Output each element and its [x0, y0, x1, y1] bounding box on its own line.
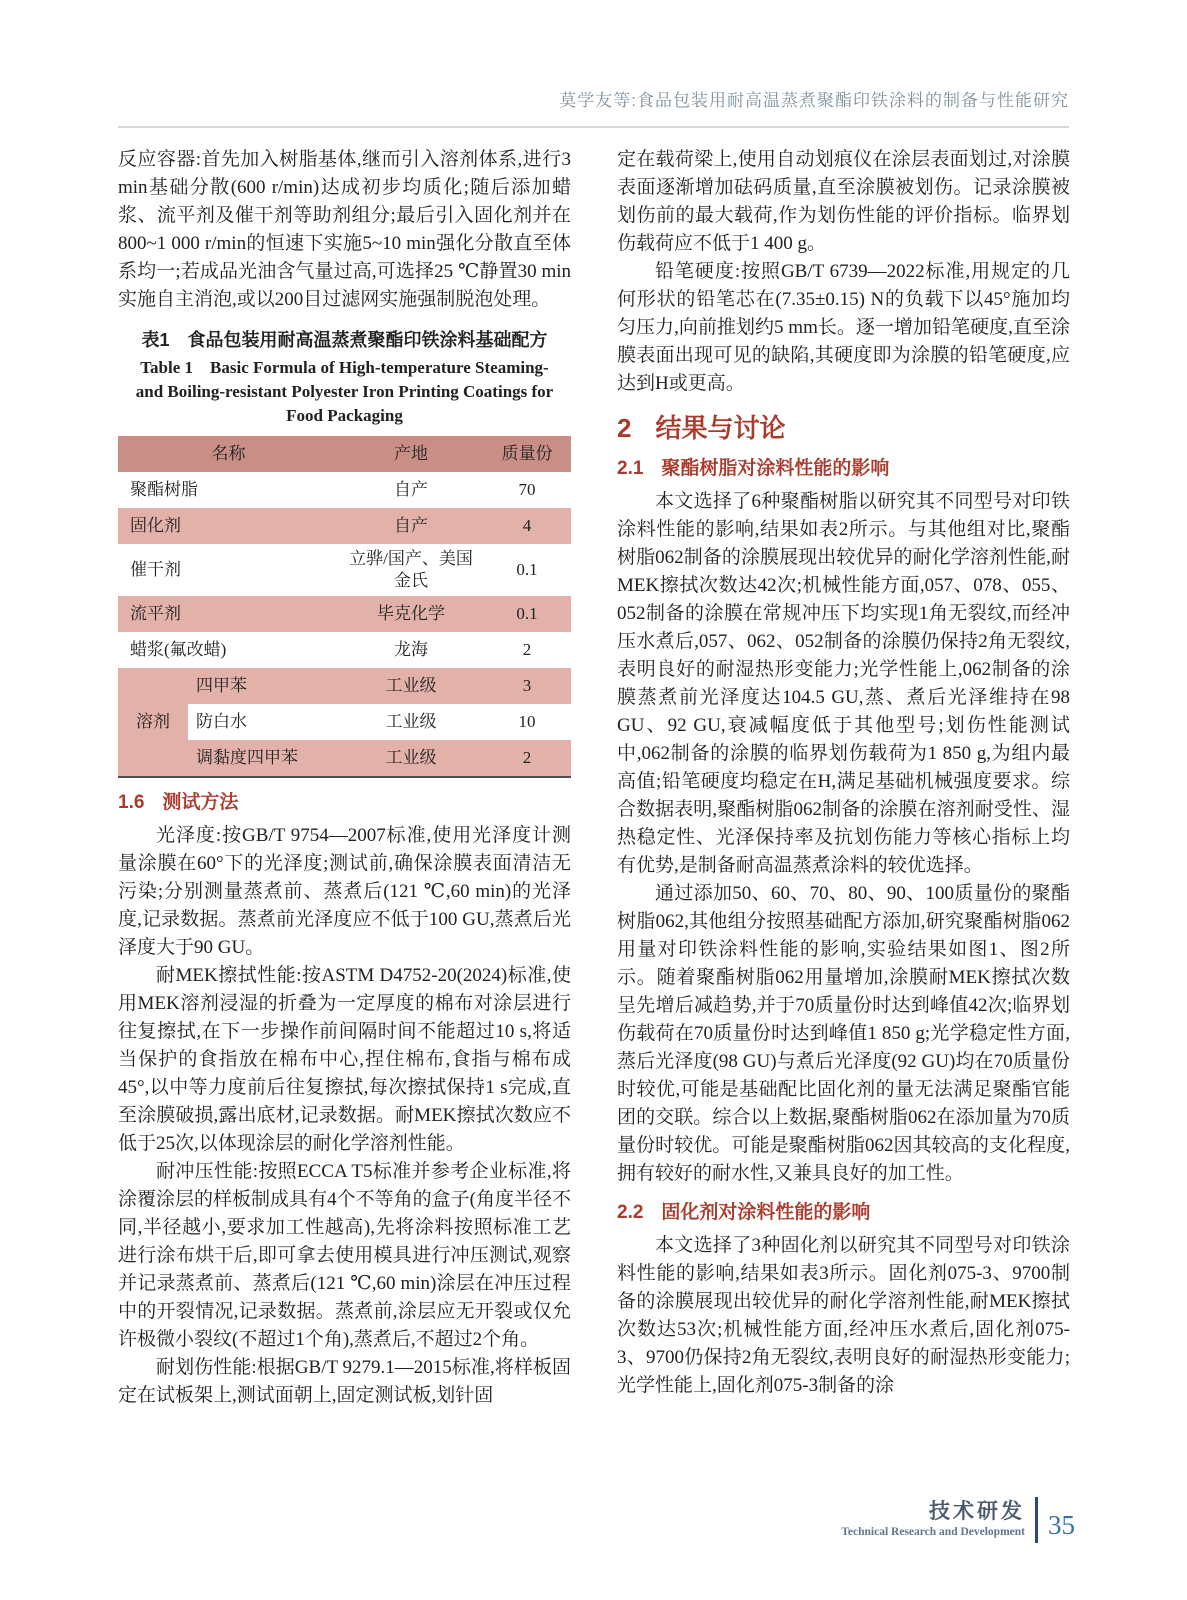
footer-section-zh: 技术研发 — [929, 1500, 1025, 1523]
table-row — [118, 508, 571, 544]
table1-formula — [118, 436, 571, 778]
cell-origin: 工业级 — [339, 740, 483, 777]
cell-parts: 0.1 — [483, 596, 571, 632]
cell-parts: 0.1 — [483, 544, 571, 596]
section-title: 固化剂对涂料性能的影响 — [661, 1202, 871, 1223]
section-heading-2-2 — [617, 1200, 1070, 1226]
table-row — [118, 668, 571, 704]
section-heading-2 — [617, 412, 1070, 444]
para-curing-agent-results: 本文选择了3种固化剂以研究其不同型号对印铁涂料性能的影响,结果如表3所示。固化剂075-3、9700制备的涂膜展现出较优异的耐化学溶剂性能,耐MEK擦拭次数达53次;机械性能方面,经冲压水煮后,固化剂075-3、9700仍保持2角无裂纹,表明良好的耐湿热形变能力;光学性能上,固化剂075-3制备的涂 — [617, 1235, 1070, 1396]
para-polyester-resin-results: 本文选择了6种聚酯树脂以研究其不同型号对印铁涂料性能的影响,结果如表2所示。与其他组对比,聚酯树脂062制备的涂膜展现出较优异的耐化学溶剂性能,耐MEK擦拭次数达42次;机械性能方面,057、078、055、052制备的涂膜在常规冲压下均实现1角无裂纹,而经冲压水煮后,057、062、052制备的涂膜仍保持2角无裂纹,表明良好的耐湿热形变能力;光学性能上,062制备的涂膜蒸煮前光泽度达104.5 GU,蒸、煮后光泽维持在98 GU、92 GU,衰减幅度低于其他型号;划伤性能测试中,062制备的涂膜的临界划伤载荷为1 850 g,为组内最高值;铅笔硬度均稳定在H,满足基础机械强度要求。综合数据表明,聚酯树脂062制备的涂膜在溶剂耐受性、湿热稳定性、光泽保持率及抗划伤能力等核心指标上均有优势,是制备耐高温蒸煮涂料的较优选择。 — [617, 491, 1070, 876]
section-title: 测试方法 — [162, 792, 239, 813]
cell-origin: 自产 — [339, 472, 483, 508]
cell-name: 防白水 — [188, 704, 339, 740]
para-scratch-test-start: 耐划伤性能:根据GB/T 9279.1—2015标准,将样板固定在试板架上,测试面朝上,固定测试板,划针固 — [118, 1357, 571, 1406]
cell-origin: 龙海 — [339, 632, 483, 668]
cell-origin: 自产 — [339, 508, 483, 544]
table-row — [118, 596, 571, 632]
table1-header-parts: 质量份 — [483, 436, 571, 472]
solvent-group-label: 溶剂 — [118, 668, 188, 777]
section-heading-2-1 — [617, 456, 1070, 482]
section-number: 2.2 — [617, 1202, 644, 1223]
cell-name: 蜡浆(氟改蜡) — [118, 632, 339, 668]
table1-header-row — [118, 436, 571, 472]
section-title: 结果与讨论 — [655, 413, 786, 443]
cell-origin: 毕克化学 — [339, 596, 483, 632]
para-stamping-test: 耐冲压性能:按照ECCA T5标准并参考企业标准,将涂覆涂层的样板制成具有4个不等角的盒子(角度半径不同,半径越小,要求加工性越高),先将涂料按照标准工艺进行涂布烘干后,即可拿去使用模具进行冲压测试,观察并记录蒸煮前、蒸煮后(121 ℃,60 min)涂层在冲压过程中的开裂情况,记录数据。蒸煮前,涂层应无开裂或仅允许极微小裂纹(不超过1个角),蒸煮后,不超过2个角。 — [118, 1161, 571, 1350]
table-row — [118, 472, 571, 508]
cell-parts: 2 — [483, 632, 571, 668]
table1-header-origin: 产地 — [339, 436, 483, 472]
right-column — [617, 146, 1070, 1410]
section-title: 聚酯树脂对涂料性能的影响 — [661, 458, 890, 479]
table1-header-name: 名称 — [118, 436, 339, 472]
footer-section-en: Technical Research and Development — [841, 1526, 1025, 1538]
para-resin-dosage-results: 通过添加50、60、70、80、90、100质量份的聚酯树脂062,其他组分按照基础配方添加,研究聚酯树脂062用量对印铁涂料性能的影响,实验结果如图1、图2所示。随着聚酯树脂062用量增加,涂膜耐MEK擦拭次数呈先增后减趋势,并于70质量份时达到峰值42次;临界划伤载荷在70质量份时达到峰值1 850 g;光学稳定性方面,蒸后光泽度(98 GU)与煮后光泽度(92 GU)均在70质量份时较优,可能是基础配比固化剂的量无法满足聚酯官能团的交联。综合以上数据,聚酯树脂062在添加量为70质量份时较优。可能是聚酯树脂062因其较高的支化程度,拥有较好的耐水性,又兼具良好的加工性。 — [617, 883, 1070, 1184]
cell-name: 催干剂 — [118, 544, 339, 596]
table-row — [118, 632, 571, 668]
cell-name: 固化剂 — [118, 508, 339, 544]
section-number: 2.1 — [617, 458, 644, 479]
footer-divider — [1035, 1497, 1038, 1543]
cell-name: 聚酯树脂 — [118, 472, 339, 508]
cell-origin: 工业级 — [339, 704, 483, 740]
two-column-content — [118, 146, 1070, 1410]
cell-parts: 70 — [483, 472, 571, 508]
cell-name: 流平剂 — [118, 596, 339, 632]
running-title: 莫学友等:食品包装用耐高温蒸煮聚酯印铁涂料的制备与性能研究 — [559, 91, 1069, 110]
cell-parts: 2 — [483, 740, 571, 777]
left-column — [118, 146, 571, 1410]
para-mek-rub-test: 耐MEK擦拭性能:按ASTM D4752-20(2024)标准,使用MEK溶剂浸湿的折叠为一定厚度的棉布对涂层进行往复擦拭,在下一步操作前间隔时间不能超过10 s,将适当保护的食指放在棉布中心,捏住棉布,食指与棉布成45°,以中等力度前后往复擦拭,每次擦拭保持1 s完成,直至涂膜破损,露出底材,记录数据。耐MEK擦拭次数应不低于25次,以体现涂层的耐化学溶剂性能。 — [118, 965, 571, 1154]
cell-name: 调黏度四甲苯 — [188, 740, 339, 777]
cell-origin: 立骅/国产、美国金氏 — [339, 544, 483, 596]
section-number: 2 — [617, 413, 632, 443]
page-number: 35 — [1048, 1510, 1075, 1540]
para-reactor-process: 反应容器:首先加入树脂基体,继而引入溶剂体系,进行3 min基础分散(600 r/min)达成初步均质化;随后添加蜡浆、流平剂及催干剂等助剂组分;最后引入固化剂并在800~1 000 r/min的恒速下实施5~10 min强化分散直至体系均一;若成品光油含气量过高,可选择25 ℃静置30 min实施自主消泡,或以200目过滤网实施强制脱泡处理。 — [118, 149, 571, 310]
page-footer — [841, 1492, 1075, 1548]
footer-section-labels — [841, 1500, 1025, 1540]
section-number: 1.6 — [118, 792, 145, 813]
cell-name: 四甲苯 — [188, 668, 339, 704]
table1-caption-en: Table 1 Basic Formula of High-temperature Steaming- and Boiling-resistant Polyester Iron Printing Coatings for Food Packaging — [135, 358, 554, 425]
cell-parts: 10 — [483, 704, 571, 740]
para-gloss-test: 光泽度:按GB/T 9754—2007标准,使用光泽度计测量涂膜在60°下的光泽度;测试前,确保涂膜表面清洁无污染;分别测量蒸煮前、蒸煮后(121 ℃,60 min)的光泽度,记录数据。蒸煮前光泽度应不低于100 GU,蒸煮后光泽度大于90 GU。 — [118, 825, 571, 958]
cell-parts: 3 — [483, 668, 571, 704]
header-rule — [118, 126, 1069, 128]
section-heading-1-6 — [118, 790, 571, 816]
table1-caption-zh: 表1 食品包装用耐高温蒸煮聚酯印铁涂料基础配方 — [141, 330, 548, 350]
table-row — [118, 544, 571, 596]
cell-parts: 4 — [483, 508, 571, 544]
cell-origin: 工业级 — [339, 668, 483, 704]
para-pencil-hardness: 铅笔硬度:按照GB/T 6739—2022标准,用规定的几何形状的铅笔芯在(7.35±0.15) N的负载下以45°施加均匀压力,向前推划约5 mm长。逐一增加铅笔硬度,直至涂膜表面出现可见的缺陷,其硬度即为涂膜的铅笔硬度,应达到H或更高。 — [617, 261, 1070, 394]
para-scratch-test-continued: 定在载荷梁上,使用自动划痕仪在涂层表面划过,对涂膜表面逐渐增加砝码质量,直至涂膜被划伤。记录涂膜被划伤前的最大载荷,作为划伤性能的评价指标。临界划伤载荷应不低于1 400 g。 — [617, 149, 1070, 254]
